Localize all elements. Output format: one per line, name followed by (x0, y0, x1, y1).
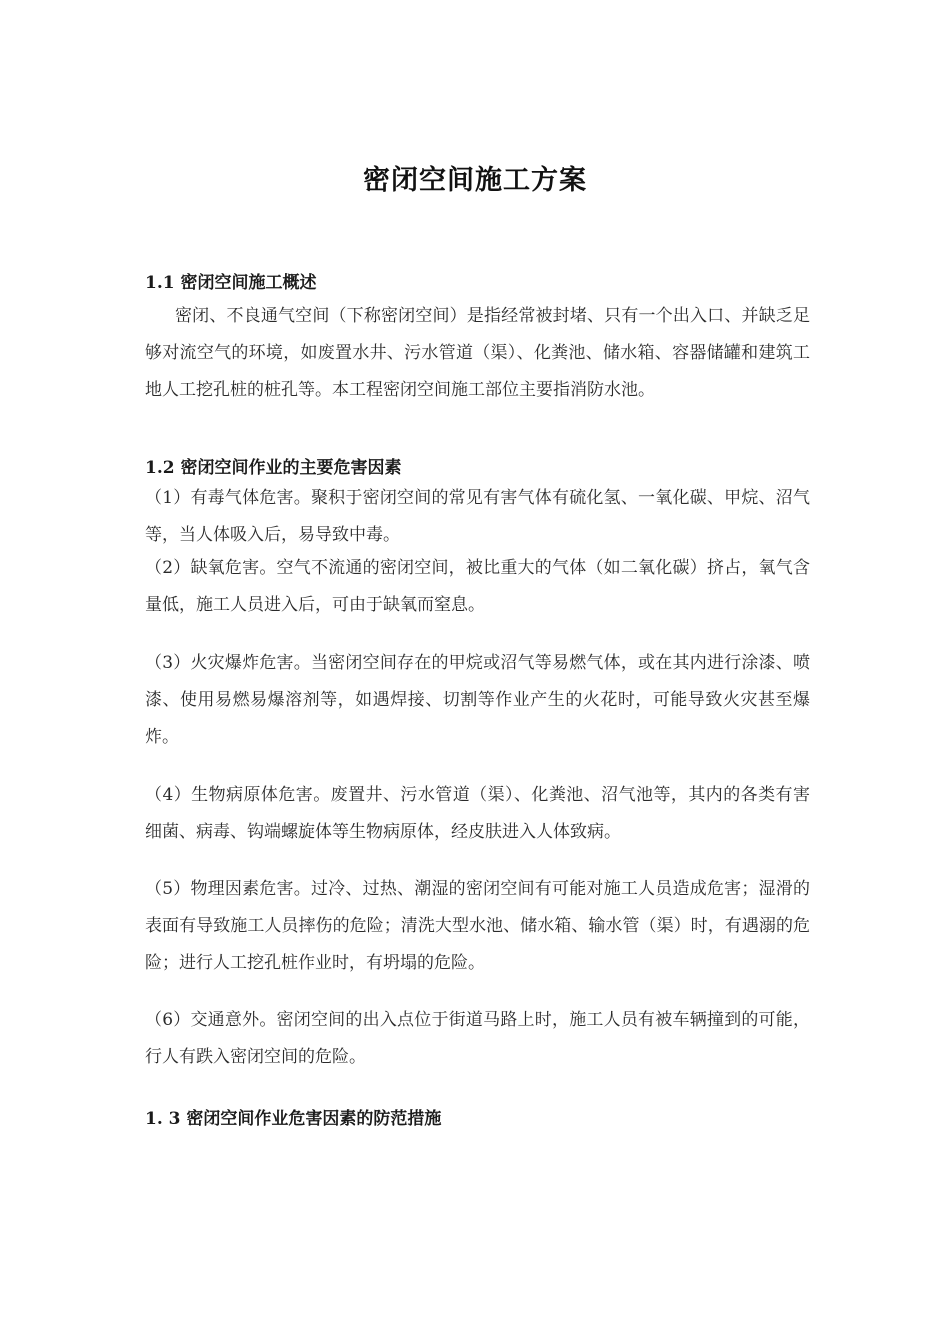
paragraph-hazard-6: （6）交通意外。密闭空间的出入点位于街道马路上时，施工人员有被车辆撞到的可能，行人有跌入密闭空间的危险。 (145, 1010, 810, 1067)
section-heading-1-3: 1. 3 密闭空间作业危害因素的防范措施 (145, 1109, 442, 1129)
document-title: 密闭空间施工方案 (363, 165, 587, 196)
section-heading-1-2: 1.2 密闭空间作业的主要危害因素 (145, 458, 402, 478)
paragraph-hazard-3: （3）火灾爆炸危害。当密闭空间存在的甲烷或沼气等易燃气体，或在其内进行涂漆、喷漆、使用易燃易爆溶剂等，如遇焊接、切割等作业产生的火花时，可能导致火灾甚至爆炸。 (145, 653, 810, 747)
paragraph-overview: 密闭、不良通气空间（下称密闭空间）是指经常被封堵、只有一个出入口、并缺乏足够对流空气的环境，如废置水井、污水管道（渠）、化粪池、储水箱、容器储罐和建筑工地人工挖孔桩的桩孔等。本工程密闭空间施工部位主要指消防水池。 (145, 306, 810, 400)
paragraph-hazard-4: （4）生物病原体危害。废置井、污水管道（渠）、化粪池、沼气池等，其内的各类有害细菌、病毒、钩端螺旋体等生物病原体，经皮肤进入人体致病。 (145, 785, 810, 842)
paragraph-hazard-5: （5）物理因素危害。过冷、过热、潮湿的密闭空间有可能对施工人员造成危害；湿滑的表面有导致施工人员摔伤的危险；清洗大型水池、储水箱、输水管（渠）时，有遇溺的危险；进行人工挖孔桩作业时，有坍塌的危险。 (145, 879, 810, 973)
section-heading-1-1: 1.1 密闭空间施工概述 (145, 273, 317, 293)
paragraph-hazard-1: （1）有毒气体危害。聚积于密闭空间的常见有害气体有硫化氢、一氧化碳、甲烷、沼气等，当人体吸入后，易导致中毒。 (145, 488, 810, 545)
paragraph-hazard-2: （2）缺氧危害。空气不流通的密闭空间，被比重大的气体（如二氧化碳）挤占，氧气含量低，施工人员进入后，可由于缺氧而窒息。 (145, 558, 810, 615)
